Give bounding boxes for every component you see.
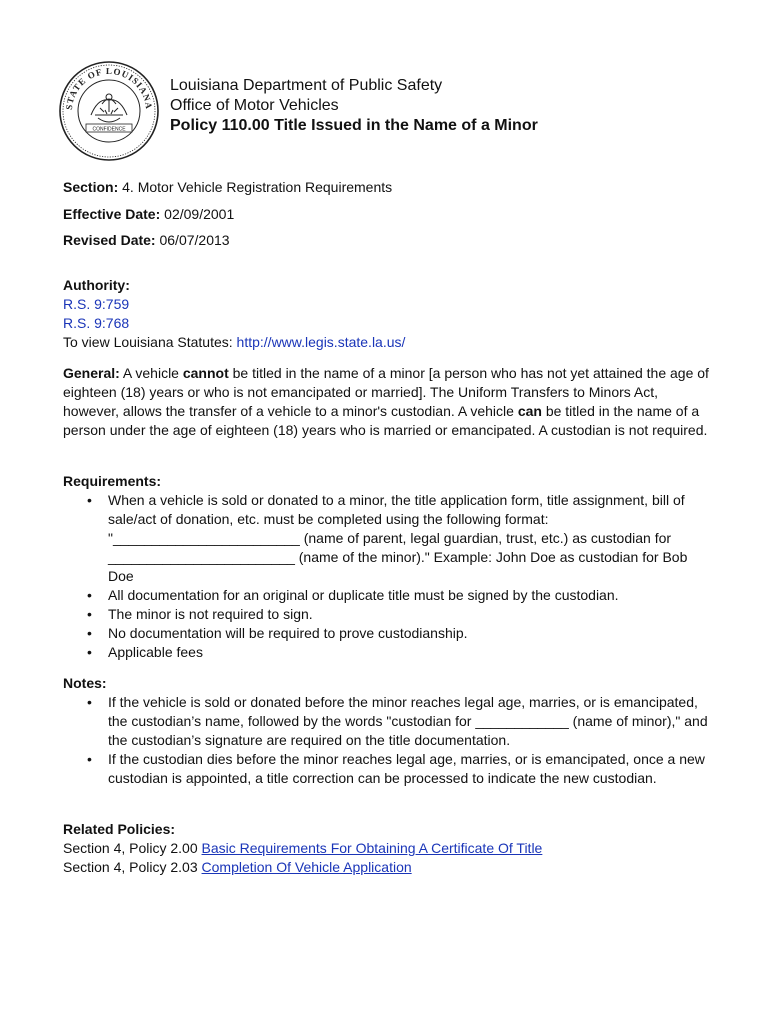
general-label: General: — [63, 365, 120, 381]
notes-section — [63, 674, 713, 788]
office-name: Office of Motor Vehicles — [170, 97, 339, 114]
general-text-1: A vehicle — [119, 365, 183, 381]
list-item: • Applicable fees — [63, 643, 713, 662]
vehicle-application-link[interactable]: Completion Of Vehicle Application — [201, 859, 412, 875]
requirements-list — [63, 491, 713, 662]
general-bold-can: can — [517, 403, 542, 419]
revised-date-value: 06/07/2013 — [159, 232, 230, 248]
statutes-text: To view Louisiana Statutes: — [63, 334, 237, 350]
related-policies-section — [63, 820, 713, 877]
authority-heading: Authority: — [63, 277, 130, 293]
general-text-2: be titled in the name of a minor [a person who has not yet attained the age of eighteen (18) years or who is not emancipated or married]. The Uniform Transfers to Minors Act, however, allows the transfer of a vehicle to a minor's custodian. A vehicle — [63, 365, 709, 419]
statute-link-9-759[interactable]: R.S. 9:759 — [63, 296, 130, 312]
department-name: Louisiana Department of Public Safety — [170, 77, 443, 94]
related-policy-line — [63, 858, 713, 877]
policy-title: Policy 110.00 Title Issued in the Name of a Minor — [170, 117, 538, 134]
requirements-heading: Requirements: — [63, 473, 162, 489]
section-line — [63, 179, 392, 195]
section-label: Section: — [63, 179, 119, 195]
svg-text:STATE OF LOUISIANA: STATE OF LOUISIANA — [63, 65, 155, 111]
notes-list — [63, 693, 713, 788]
list-item: • The minor is not required to sign. — [63, 605, 713, 624]
revised-date-line — [63, 232, 230, 248]
general-text-3: be titled in the name of a person under the age of eighteen (18) years who is married or emancipated. A custodian is not required. — [63, 403, 708, 438]
requirements-section — [63, 472, 713, 662]
state-seal-logo — [58, 60, 160, 162]
section-value: 4. Motor Vehicle Registration Requirements — [122, 179, 393, 195]
effective-date-value: 02/09/2001 — [164, 206, 235, 222]
list-item: • All documentation for an original or duplicate title must be signed by the custodian. — [63, 586, 713, 605]
statutes-line — [63, 333, 713, 352]
effective-date-label: Effective Date: — [63, 206, 161, 222]
effective-date-line — [63, 206, 234, 222]
authority-section — [63, 276, 713, 352]
list-item: • No documentation will be required to prove custodianship. — [63, 624, 713, 643]
statutes-url-link[interactable]: http://www.legis.state.la.us/ — [236, 334, 406, 350]
document-header — [170, 76, 538, 136]
related-policy-prefix: Section 4, Policy 2.00 — [63, 840, 202, 856]
general-section — [63, 364, 713, 440]
notes-heading: Notes: — [63, 675, 107, 691]
related-policy-prefix: Section 4, Policy 2.03 — [63, 859, 202, 875]
statute-link-9-768[interactable]: R.S. 9:768 — [63, 315, 130, 331]
revised-date-label: Revised Date: — [63, 232, 156, 248]
list-item: • When a vehicle is sold or donated to a minor, the title application form, title assignment, bill of sale/act of donation, etc. must be completed using the following format: "________________________ (name of parent, legal guardian, trust, etc.) as custodian for ________________________ (name of the minor)." Example: John Doe as custodian for Bob Doe — [63, 491, 713, 586]
general-bold-cannot: cannot — [182, 365, 229, 381]
list-item: • If the custodian dies before the minor reaches legal age, marries, or is emancipated, once a new custodian is appointed, a title correction can be processed to indicate the new custodian. — [63, 750, 713, 788]
related-policies-heading: Related Policies: — [63, 821, 176, 837]
basic-requirements-link[interactable]: Basic Requirements For Obtaining A Certificate Of Title — [201, 840, 543, 856]
list-item: • If the vehicle is sold or donated before the minor reaches legal age, marries, or is emancipated, the custodian’s name, followed by the words "custodian for ____________ (name of minor)," and the custodian’s signature are required on the title documentation. — [63, 693, 713, 750]
svg-text:CONFIDENCE: CONFIDENCE — [92, 126, 126, 133]
related-policy-line — [63, 839, 713, 858]
